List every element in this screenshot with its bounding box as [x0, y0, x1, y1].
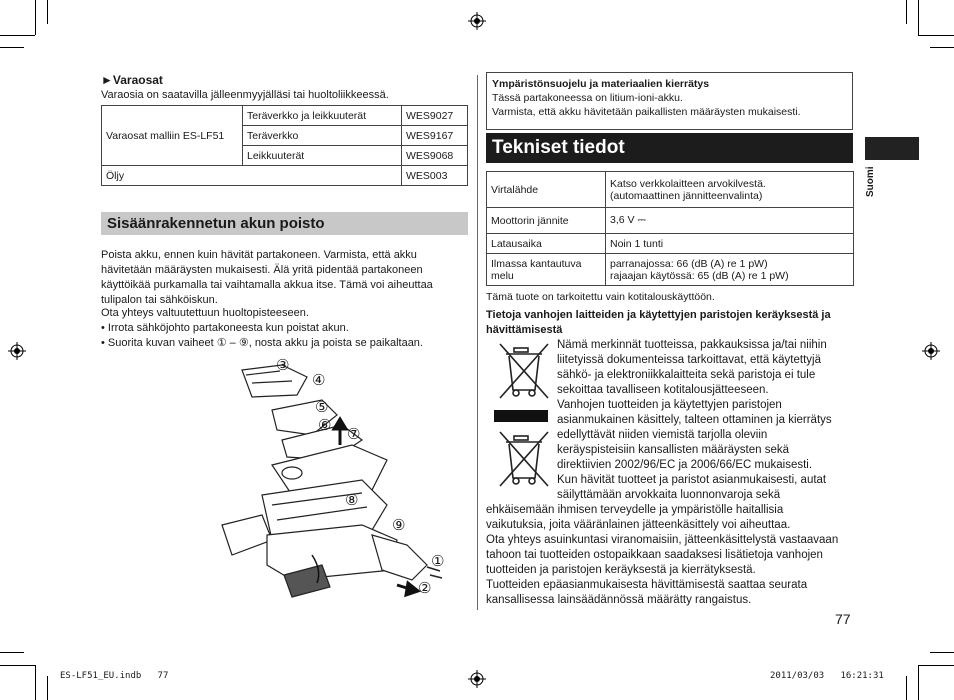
crossed-bin-icon	[494, 340, 554, 402]
column-divider	[477, 75, 478, 610]
spares-group-label: Varaosat malliin ES-LF51	[102, 106, 243, 166]
weee-line: vaikutuksia, joita vääränlainen jätteenkäsittely voi aiheuttaa.	[486, 519, 791, 531]
household-note: Tämä tuote on tarkoitettu vain kotitalouskäyttöön.	[486, 291, 715, 303]
weee-line: tahoon tai tuotteiden ostopaikkaan saadaksesi lisätietoja vanhojen	[486, 549, 823, 561]
weee-line: säilyttämään arvokkaita luonnonvaroja sekä	[557, 489, 781, 501]
step-number: ⑧	[345, 492, 359, 509]
step-number: ⑥	[318, 417, 332, 434]
spare-part-code: WES9068	[402, 146, 468, 166]
weee-heading: Tietoja vanhojen laitteiden ja käytettyjen paristojen keräyksestä ja hävittämisestä	[486, 309, 831, 336]
crop-mark	[35, 0, 36, 35]
weee-line: Kun hävität tuotteet ja paristot asianmukaisesti, autat	[557, 474, 827, 486]
crop-mark	[918, 665, 954, 666]
spare-part-code: WES9027	[402, 106, 468, 126]
weee-line: sähkö- ja elektroniikkalaitteita sekä paristoja ei tule	[557, 369, 816, 381]
spec-value: 3,6 V ⎓	[606, 208, 854, 234]
technical-data-table	[486, 171, 854, 286]
step-number: ②	[418, 580, 432, 597]
spec-label: Moottorin jännite	[487, 208, 606, 234]
registration-mark-icon	[8, 342, 26, 360]
weee-line: Tuotteiden epäasianmukaisesta hävittämisestä saattaa seurata	[486, 579, 808, 591]
footer-timestamp: 2011/03/03 16:21:31	[770, 671, 884, 681]
crop-mark	[35, 665, 36, 700]
step-number: ③	[276, 357, 290, 374]
oil-code: WES003	[402, 166, 468, 186]
weee-line: ehkäisemään ihmisen terveydelle ja ympäristölle haitallisia	[486, 504, 784, 516]
spare-part-name: Teräverkko	[243, 126, 402, 146]
spares-table	[101, 105, 468, 186]
crop-mark	[47, 676, 48, 700]
registration-mark-icon	[922, 342, 940, 360]
weee-line: Nämä merkinnät tuotteissa, pakkauksissa ja/tai niihin	[557, 339, 827, 351]
spec-value: Katso verkkolaitteen arvokilvestä.	[610, 177, 766, 190]
spare-part-name: Teräverkko ja leikkuuterät	[243, 106, 402, 126]
environment-box-line: Varmista, että akku hävitetään paikallisten määräysten mukaisesti.	[492, 106, 801, 118]
spec-label: Virtalähde	[487, 172, 606, 208]
oil-label: Öljy	[102, 166, 402, 186]
battery-removal-paragraph: Poista akku, ennen kuin hävität partakoneen. Varmista, että akku hävitetään määräysten mukaisesti. Älä yritä pidentää partakoneen käyttöikää purkamalla tai vaihtamalla akkua itse. Tämä voi aiheuttaa tulipalon tai sähköiskun.	[101, 249, 433, 306]
footer-file-info: ES-LF51_EU.indb 77	[60, 671, 169, 681]
weee-line: liitetyissä dokumenteissa tarkoittavat, että käytettyjä	[557, 354, 821, 366]
spares-text: Varaosia on saatavilla jälleenmyyjälläsi tai huoltoliikkeessä.	[101, 89, 389, 101]
crop-mark	[918, 35, 954, 36]
crop-mark	[0, 47, 24, 48]
page-number: 77	[835, 611, 851, 627]
weee-text-wrapped	[557, 338, 853, 503]
registration-mark-icon	[468, 670, 486, 688]
crop-mark	[0, 652, 24, 653]
language-tab-text: Suomi	[865, 166, 876, 197]
weee-text-full	[486, 503, 854, 608]
weee-line: kansallisessa lainsäädännössä määrätty rangaistus.	[486, 594, 752, 606]
crop-mark	[906, 0, 907, 24]
weee-line: Vanhojen tuotteiden ja käytettyjen paristojen	[557, 399, 782, 411]
weee-line: asianmukainen käsittely, talteen ottaminen ja kierrätys	[557, 414, 832, 426]
step-number: ⑨	[392, 517, 406, 534]
step-number: ①	[431, 553, 445, 570]
crop-mark	[918, 665, 919, 700]
bullet-steps: • Suorita kuvan vaiheet ① – ⑨, nosta akku ja poista se paikaltaan.	[101, 337, 423, 349]
spares-heading: ►Varaosat	[101, 73, 163, 87]
spec-value: Noin 1 tunti	[606, 234, 854, 254]
disassembly-illustration	[212, 355, 452, 610]
environment-box	[486, 72, 853, 130]
bullet-unplug: • Irrota sähköjohto partakoneesta kun poistat akun.	[101, 322, 349, 334]
crop-mark	[47, 0, 48, 24]
spare-part-code: WES9167	[402, 126, 468, 146]
crop-mark	[918, 0, 919, 35]
crop-mark	[930, 652, 954, 653]
weee-line: sekoittaa tavalliseen kotitalousjätteeseen.	[557, 384, 769, 396]
weee-line: direktiivien 2002/96/EC ja 2006/66/EC mukaisesti.	[557, 459, 813, 471]
black-bar-marking	[494, 410, 548, 422]
environment-box-title: Ympäristönsuojelu ja materiaalien kierrätys	[492, 78, 710, 90]
crop-mark	[930, 47, 954, 48]
weee-line: edellyttävät niiden viemistä tarjolla oleviin	[557, 429, 768, 441]
crop-mark	[0, 665, 35, 666]
weee-line: keräyspisteisiin kansallisten määräysten sekä	[557, 444, 790, 456]
language-tab-marker	[865, 137, 919, 160]
step-number: ④	[312, 372, 326, 389]
service-contact-text: Ota yhteys valtuutettuun huoltopisteeseen.	[101, 307, 309, 319]
crossed-bin-icon	[494, 428, 554, 490]
spec-value: parranajossa: 66 (dB (A) re 1 pW)	[610, 257, 768, 270]
crop-mark	[0, 35, 35, 36]
weee-line: tuotteiden ja paristojen keräyksestä ja kierrätyksestä.	[486, 564, 756, 576]
spec-label: Ilmassa kantautuva melu	[487, 254, 606, 286]
spec-value: rajaajan käytössä: 65 (dB (A) re 1 pW)	[610, 269, 789, 282]
technical-data-title: Tekniset tiedot	[486, 133, 853, 163]
environment-box-line: Tässä partakoneessa on litium-ioni-akku.	[492, 92, 683, 104]
step-number: ⑤	[315, 399, 329, 416]
spec-label: Latausaika	[487, 234, 606, 254]
crop-mark	[906, 676, 907, 700]
spare-part-name: Leikkuuterät	[243, 146, 402, 166]
spec-value: (automaattinen jännitteenvalinta)	[610, 189, 763, 202]
weee-line: Ota yhteys asuinkuntasi viranomaisiin, jätteenkäsittelystä vastaavaan	[486, 534, 839, 546]
step-number: ⑦	[347, 426, 361, 443]
battery-removal-title: Sisäänrakennetun akun poisto	[101, 212, 468, 235]
registration-mark-icon	[468, 12, 486, 30]
